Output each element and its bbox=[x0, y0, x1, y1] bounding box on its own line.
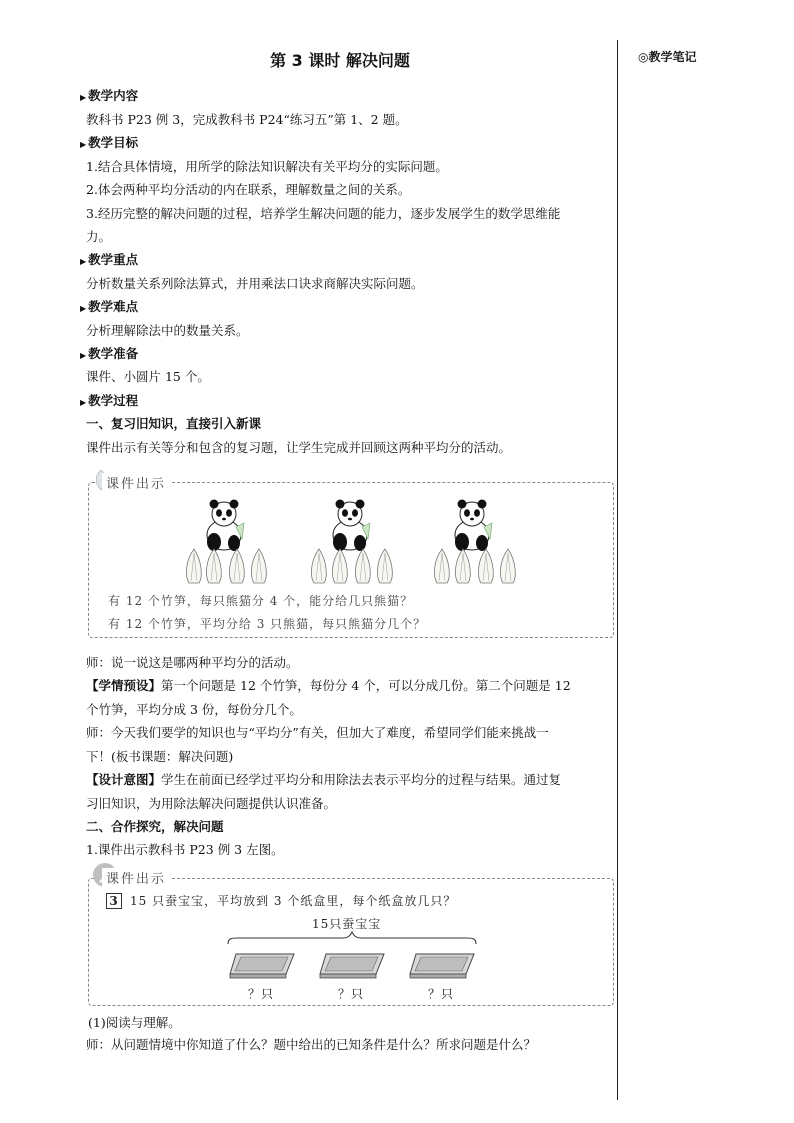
example-number: 3 bbox=[106, 893, 122, 909]
teacher-line-2-cont: 下！(板书课题：解决问题) bbox=[86, 749, 234, 764]
panel-1-label: 课件出示 bbox=[102, 473, 170, 492]
content-heading: ▶ 教学内容 bbox=[80, 88, 139, 103]
paper-boxes-illustration bbox=[222, 930, 482, 986]
presume-line-2: 个竹笋，平均分成 3 份，每份分几个。 bbox=[86, 702, 302, 717]
triangle-icon: ▶ bbox=[80, 304, 87, 313]
part1-text: 课件出示有关等分和包含的复习题，让学生完成并回顾这两种平均分的活动。 bbox=[86, 440, 512, 455]
triangle-icon: ▶ bbox=[80, 398, 87, 407]
key-heading: ▶ 教学重点 bbox=[80, 252, 139, 267]
box-2-label: ？只 bbox=[338, 987, 365, 1001]
panda-1 bbox=[207, 500, 244, 552]
goal-3: 3.经历完整的解决问题的过程，培养学生解决问题的能力，逐步发展学生的数学思维能 bbox=[86, 206, 561, 221]
bamboo-shoots bbox=[186, 549, 515, 583]
teacher-line-2: 师：今天我们要学的知识也与“平均分”有关，但加大了难度，希望同学们能来挑战一 bbox=[86, 725, 549, 740]
paper-box-1 bbox=[230, 954, 294, 978]
panel-2-question: 3 15 只蚕宝宝，平均放到 3 个纸盒里，每个纸盒放几只？ bbox=[106, 892, 456, 909]
box-3-label: ？只 bbox=[428, 987, 455, 1001]
page-title: 第 3 课时 解决问题 bbox=[270, 51, 410, 70]
panda-2 bbox=[333, 500, 370, 552]
key-text: 分析数量关系列除法算式，并用乘法口诀求商解决实际问题。 bbox=[86, 276, 424, 291]
panda-3 bbox=[455, 500, 492, 552]
presume-line-1: 【学情预设】第一个问题是 12 个竹笋，每份分 4 个，可以分成几份。第二个问题是 12 bbox=[86, 678, 571, 693]
prep-heading: ▶ 教学准备 bbox=[80, 346, 139, 361]
difficulty-text: 分析理解除法中的数量关系。 bbox=[86, 323, 249, 338]
presume-tag: 【学情预设】 bbox=[86, 678, 162, 693]
triangle-icon: ▶ bbox=[80, 351, 87, 360]
content-text: 教科书 P23 例 3，完成教科书 P24“练习五”第 1、2 题。 bbox=[86, 112, 408, 127]
notes-label: ◎教学笔记 bbox=[638, 50, 697, 64]
part2-title: 二、合作探究，解决问题 bbox=[86, 819, 224, 834]
paper-box-2 bbox=[320, 954, 384, 978]
goal-1: 1.结合具体情境，用所学的除法知识解决有关平均分的实际问题。 bbox=[86, 159, 448, 174]
goal-2: 2.体会两种平均分活动的内在联系，理解数量之间的关系。 bbox=[86, 182, 411, 197]
difficulty-heading: ▶ 教学难点 bbox=[80, 299, 139, 314]
design-tag: 【设计意图】 bbox=[86, 772, 162, 787]
triangle-icon: ▶ bbox=[80, 257, 87, 266]
sub-step-1: (1)阅读与理解。 bbox=[88, 1015, 181, 1030]
goal-3-cont: 力。 bbox=[86, 229, 112, 244]
triangle-icon: ▶ bbox=[80, 93, 87, 102]
teacher-line-1: 师：说一说这是哪两种平均分的活动。 bbox=[86, 655, 299, 670]
design-line-1: 【设计意图】学生在前面已经学过平均分和用除法去表示平均分的过程与结果。通过复 bbox=[86, 772, 562, 787]
panel-1-question-1: 有 12 个竹笋，每只熊猫分 4 个，能分给几只熊猫？ bbox=[108, 594, 414, 608]
goals-heading: ▶ 教学目标 bbox=[80, 135, 139, 150]
design-line-2: 习旧知识，为用除法解决问题提供认识准备。 bbox=[86, 796, 337, 811]
panel-2-label: 课件出示 bbox=[102, 868, 170, 887]
part1-title: 一、复习旧知识，直接引入新课 bbox=[86, 416, 262, 431]
teacher-line-3: 师：从问题情境中你知道了什么？题中给出的已知条件是什么？所求问题是什么？ bbox=[86, 1037, 537, 1052]
prep-text: 课件、小圆片 15 个。 bbox=[86, 369, 210, 384]
paper-box-3 bbox=[410, 954, 474, 978]
brace-label: 15只蚕宝宝 bbox=[312, 917, 382, 931]
column-divider bbox=[617, 40, 618, 1100]
triangle-icon: ▶ bbox=[80, 140, 87, 149]
panda-illustration bbox=[180, 497, 600, 587]
step-1: 1.课件出示教科书 P23 例 3 左图。 bbox=[86, 842, 284, 857]
panel-1-question-2: 有 12 个竹笋，平均分给 3 只熊猫，每只熊猫分几个？ bbox=[108, 617, 427, 631]
box-1-label: ？只 bbox=[248, 987, 275, 1001]
process-heading: ▶ 教学过程 bbox=[80, 393, 139, 408]
